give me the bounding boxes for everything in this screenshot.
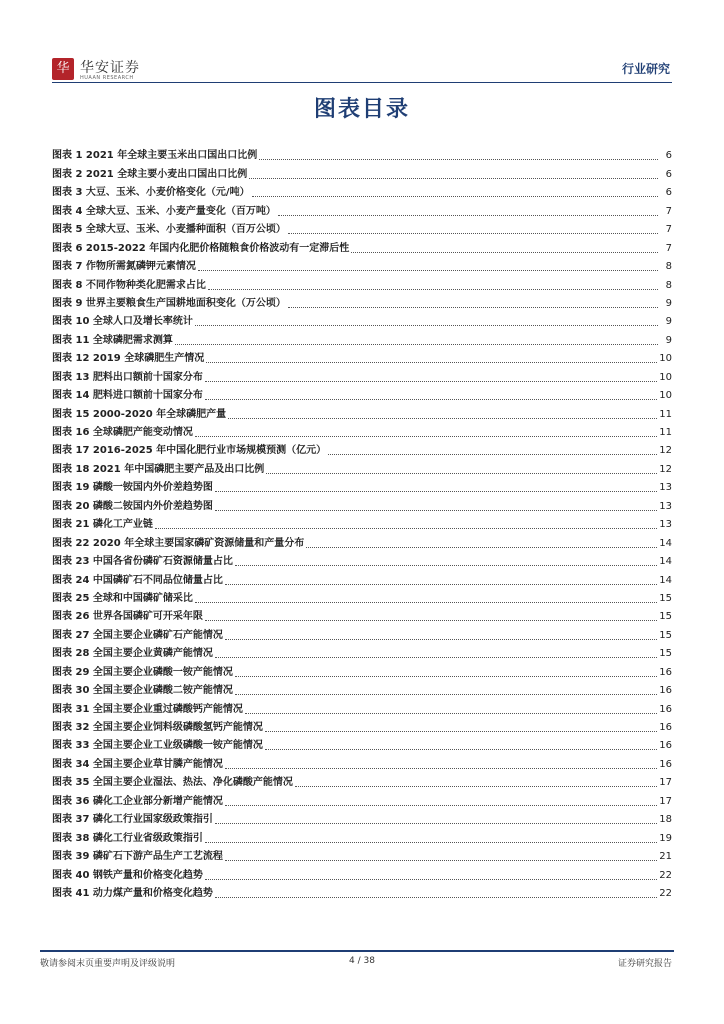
toc-leader-dots	[195, 601, 657, 603]
toc-leader-dots	[225, 767, 657, 769]
toc-leader-dots	[235, 675, 657, 677]
toc-entry[interactable]	[52, 845, 672, 863]
toc-entry[interactable]	[52, 660, 672, 678]
toc-entry-label: 图表 13 肥料出口额前十国家分布	[52, 371, 203, 383]
toc-entry[interactable]	[52, 199, 672, 217]
toc-entry[interactable]	[52, 568, 672, 586]
toc-entry-page: 16	[659, 740, 672, 752]
toc-entry[interactable]	[52, 292, 672, 310]
toc-entry-label: 图表 17 2016-2025 年中国化肥行业市场规模预测（亿元）	[52, 445, 327, 457]
toc-entry-label: 图表 8 不同作物种类化肥需求占比	[52, 279, 206, 291]
company-name: 华安证券	[80, 60, 140, 76]
toc-entry[interactable]	[52, 347, 672, 365]
toc-entry[interactable]	[52, 476, 672, 494]
toc-entry-page: 8	[665, 279, 672, 291]
toc-leader-dots	[205, 398, 657, 400]
toc-entry-page: 10	[659, 371, 672, 383]
toc-entry-page: 17	[659, 795, 672, 807]
toc-leader-dots	[249, 177, 658, 179]
toc-leader-dots	[215, 490, 657, 492]
toc-entry-page: 9	[665, 316, 672, 328]
toc-entry-label: 图表 38 磷化工行业省级政策指引	[52, 832, 203, 844]
toc-entry-page: 9	[665, 334, 672, 346]
toc-entry[interactable]	[52, 365, 672, 383]
toc-entry[interactable]	[52, 752, 672, 770]
toc-entry-page: 13	[659, 482, 672, 494]
toc-entry-page: 12	[659, 445, 672, 457]
toc-entry-label: 图表 25 全球和中国磷矿储采比	[52, 592, 193, 604]
toc-entry[interactable]	[52, 181, 672, 199]
table-of-figures	[52, 144, 672, 900]
toc-entry-label: 图表 27 全国主要企业磷矿石产能情况	[52, 629, 223, 641]
toc-entry[interactable]	[52, 402, 672, 420]
toc-entry-page: 7	[665, 242, 672, 254]
toc-entry-label: 图表 39 磷矿石下游产品生产工艺流程	[52, 851, 223, 863]
toc-entry-page: 16	[659, 666, 672, 678]
toc-leader-dots	[215, 656, 657, 658]
toc-entry[interactable]	[52, 642, 672, 660]
toc-entry-page: 15	[659, 629, 672, 641]
toc-entry-page: 16	[659, 685, 672, 697]
toc-entry[interactable]	[52, 236, 672, 254]
toc-entry-label: 图表 41 动力煤产量和价格变化趋势	[52, 887, 213, 899]
toc-entry[interactable]	[52, 328, 672, 346]
toc-entry-label: 图表 32 全国主要企业饲料级磷酸氢钙产能情况	[52, 722, 263, 733]
toc-entry-label: 图表 3 大豆、玉米、小麦价格变化（元/吨）	[52, 187, 250, 199]
toc-leader-dots	[225, 859, 657, 861]
toc-leader-dots	[208, 288, 658, 290]
toc-entry[interactable]	[52, 716, 672, 734]
toc-leader-dots	[295, 785, 657, 787]
toc-entry-page: 7	[665, 205, 672, 217]
toc-entry[interactable]	[52, 697, 672, 715]
toc-entry-label: 图表 31 全国主要企业重过磷酸钙产能情况	[52, 703, 243, 715]
toc-entry[interactable]	[52, 771, 672, 789]
toc-entry-page: 15	[659, 648, 672, 660]
toc-entry-page: 15	[659, 592, 672, 604]
toc-entry[interactable]	[52, 457, 672, 475]
toc-entry[interactable]	[52, 162, 672, 180]
toc-entry-page: 16	[659, 703, 672, 715]
toc-entry-page: 6	[665, 168, 672, 180]
toc-leader-dots	[155, 527, 657, 529]
toc-entry-page: 14	[659, 556, 672, 568]
toc-entry[interactable]	[52, 421, 672, 439]
toc-entry-page: 7	[665, 224, 672, 236]
toc-leader-dots	[175, 343, 658, 345]
toc-entry-page: 10	[659, 390, 672, 402]
toc-entry-label: 图表 6 2015-2022 年国内化肥价格随粮食价格波动有一定滞后性	[52, 242, 350, 254]
toc-entry-label: 图表 21 磷化工产业链	[52, 519, 153, 531]
toc-leader-dots	[198, 269, 658, 271]
toc-entry-page: 10	[659, 353, 672, 365]
toc-entry-page: 19	[659, 832, 672, 844]
toc-entry-page: 11	[659, 427, 672, 438]
toc-entry-page: 22	[659, 869, 672, 881]
toc-entry-page: 17	[659, 777, 672, 789]
toc-entry[interactable]	[52, 679, 672, 697]
toc-leader-dots	[205, 841, 657, 843]
toc-entry[interactable]	[52, 531, 672, 549]
toc-entry-page: 15	[659, 611, 672, 623]
toc-entry-page: 16	[659, 758, 672, 770]
header-divider	[52, 82, 672, 83]
toc-leader-dots	[266, 472, 657, 474]
toc-entry-label: 图表 34 全国主要企业草甘膦产能情况	[52, 758, 223, 770]
toc-leader-dots	[252, 195, 658, 197]
toc-leader-dots	[306, 546, 657, 548]
toc-entry-label: 图表 12 2019 全球磷肥生产情况	[52, 353, 205, 365]
toc-entry[interactable]	[52, 550, 672, 568]
company-name-en: HUAAN RESEARCH	[80, 75, 134, 81]
toc-entry-page: 8	[665, 261, 672, 273]
toc-entry[interactable]	[52, 808, 672, 826]
toc-entry[interactable]	[52, 826, 672, 844]
toc-entry-page: 16	[659, 722, 672, 733]
toc-entry[interactable]	[52, 734, 672, 752]
toc-entry-page: 9	[665, 297, 672, 309]
toc-leader-dots	[205, 878, 657, 880]
toc-entry[interactable]	[52, 494, 672, 512]
toc-entry-label: 图表 26 世界各国磷矿可开采年限	[52, 611, 203, 623]
toc-entry[interactable]	[52, 273, 672, 291]
toc-leader-dots	[228, 417, 657, 419]
toc-entry-label: 图表 16 全球磷肥产能变动情况	[52, 427, 193, 438]
toc-leader-dots	[225, 804, 657, 806]
toc-leader-dots	[235, 693, 657, 695]
toc-entry-label: 图表 35 全国主要企业湿法、热法、净化磷酸产能情况	[52, 777, 293, 789]
toc-leader-dots	[235, 564, 657, 566]
toc-leader-dots	[265, 730, 657, 732]
toc-entry-page: 22	[659, 887, 672, 899]
company-logo-icon: 华	[52, 58, 74, 80]
report-category: 行业研究	[621, 62, 670, 76]
toc-entry-label: 图表 40 钢铁产量和价格变化趋势	[52, 869, 203, 881]
toc-entry-page: 13	[659, 500, 672, 512]
toc-entry-label: 图表 36 磷化工企业部分新增产能情况	[52, 795, 223, 807]
toc-entry-label: 图表 9 世界主要粮食生产国耕地面积变化（万公顷）	[52, 297, 286, 309]
toc-entry[interactable]	[52, 218, 672, 236]
toc-leader-dots	[215, 896, 657, 898]
toc-entry-label: 图表 10 全球人口及增长率统计	[52, 316, 193, 328]
toc-leader-dots	[278, 214, 658, 216]
toc-entry-label: 图表 22 2020 年全球主要国家磷矿资源储量和产量分布	[52, 537, 305, 549]
page-header	[52, 58, 672, 84]
toc-entry-page: 13	[659, 519, 672, 531]
toc-leader-dots	[206, 361, 657, 363]
toc-leader-dots	[265, 748, 657, 750]
toc-entry[interactable]	[52, 144, 672, 162]
toc-leader-dots	[225, 583, 657, 585]
toc-entry-label: 图表 19 磷酸一铵国内外价差趋势图	[52, 482, 213, 494]
toc-leader-dots	[288, 306, 658, 308]
toc-entry-label: 图表 14 肥料进口额前十国家分布	[52, 390, 203, 402]
toc-entry-label: 图表 1 2021 年全球主要玉米出口国出口比例	[52, 150, 258, 162]
toc-leader-dots	[205, 619, 657, 621]
toc-leader-dots	[225, 638, 657, 640]
footer-disclaimer: 敬请参阅末页重要声明及评级说明	[40, 959, 176, 969]
toc-entry[interactable]	[52, 513, 672, 531]
toc-leader-dots	[328, 453, 657, 455]
toc-leader-dots	[259, 158, 658, 160]
toc-entry-label: 图表 23 中国各省份磷矿石资源储量占比	[52, 556, 233, 568]
footer-divider	[40, 950, 674, 952]
toc-entry-label: 图表 11 全球磷肥需求测算	[52, 334, 173, 346]
toc-leader-dots	[215, 509, 657, 511]
toc-entry[interactable]	[52, 310, 672, 328]
toc-entry-page: 14	[659, 537, 672, 549]
toc-leader-dots	[215, 822, 657, 824]
toc-entry-page: 12	[659, 463, 672, 475]
toc-entry[interactable]	[52, 605, 672, 623]
toc-leader-dots	[245, 712, 657, 714]
toc-entry-label: 图表 30 全国主要企业磷酸二铵产能情况	[52, 685, 233, 697]
toc-entry-label: 图表 15 2000-2020 年全球磷肥产量	[52, 408, 227, 420]
toc-entry-page: 14	[659, 574, 672, 586]
toc-entry-page: 11	[659, 408, 672, 420]
toc-entry[interactable]	[52, 384, 672, 402]
toc-entry-page: 21	[659, 851, 672, 863]
toc-leader-dots	[195, 435, 657, 437]
toc-entry[interactable]	[52, 623, 672, 641]
page-title: 图表目录	[313, 96, 410, 122]
toc-entry[interactable]	[52, 882, 672, 900]
toc-entry-page: 6	[665, 187, 672, 199]
toc-leader-dots	[195, 324, 658, 326]
toc-leader-dots	[205, 380, 657, 382]
toc-entry-label: 图表 33 全国主要企业工业级磷酸一铵产能情况	[52, 740, 263, 752]
toc-leader-dots	[351, 251, 658, 253]
toc-entry-label: 图表 24 中国磷矿石不同品位储量占比	[52, 574, 223, 586]
toc-entry-label: 图表 28 全国主要企业黄磷产能情况	[52, 648, 213, 660]
toc-entry[interactable]	[52, 789, 672, 807]
toc-entry-label: 图表 29 全国主要企业磷酸一铵产能情况	[52, 666, 233, 678]
toc-entry[interactable]	[52, 863, 672, 881]
toc-entry-label: 图表 2 2021 全球主要小麦出口国出口比例	[52, 168, 248, 180]
toc-entry-page: 6	[665, 150, 672, 162]
toc-entry-label: 图表 37 磷化工行业国家级政策指引	[52, 814, 213, 826]
toc-entry-label: 图表 7 作物所需氮磷钾元素情况	[52, 261, 196, 273]
toc-entry[interactable]	[52, 439, 672, 457]
toc-entry[interactable]	[52, 255, 672, 273]
page-number: 4 / 38	[349, 956, 375, 966]
toc-entry-page: 18	[659, 814, 672, 826]
toc-entry-label: 图表 18 2021 年中国磷肥主要产品及出口比例	[52, 463, 265, 475]
toc-leader-dots	[288, 232, 658, 234]
toc-entry-label: 图表 4 全球大豆、玉米、小麦产量变化（百万吨）	[52, 205, 276, 217]
toc-entry-label: 图表 5 全球大豆、玉米、小麦播种面积（百万公顷）	[52, 224, 286, 236]
toc-entry-label: 图表 20 磷酸二铵国内外价差趋势图	[52, 500, 213, 512]
toc-entry[interactable]	[52, 587, 672, 605]
footer-report-type: 证券研究报告	[617, 959, 672, 969]
